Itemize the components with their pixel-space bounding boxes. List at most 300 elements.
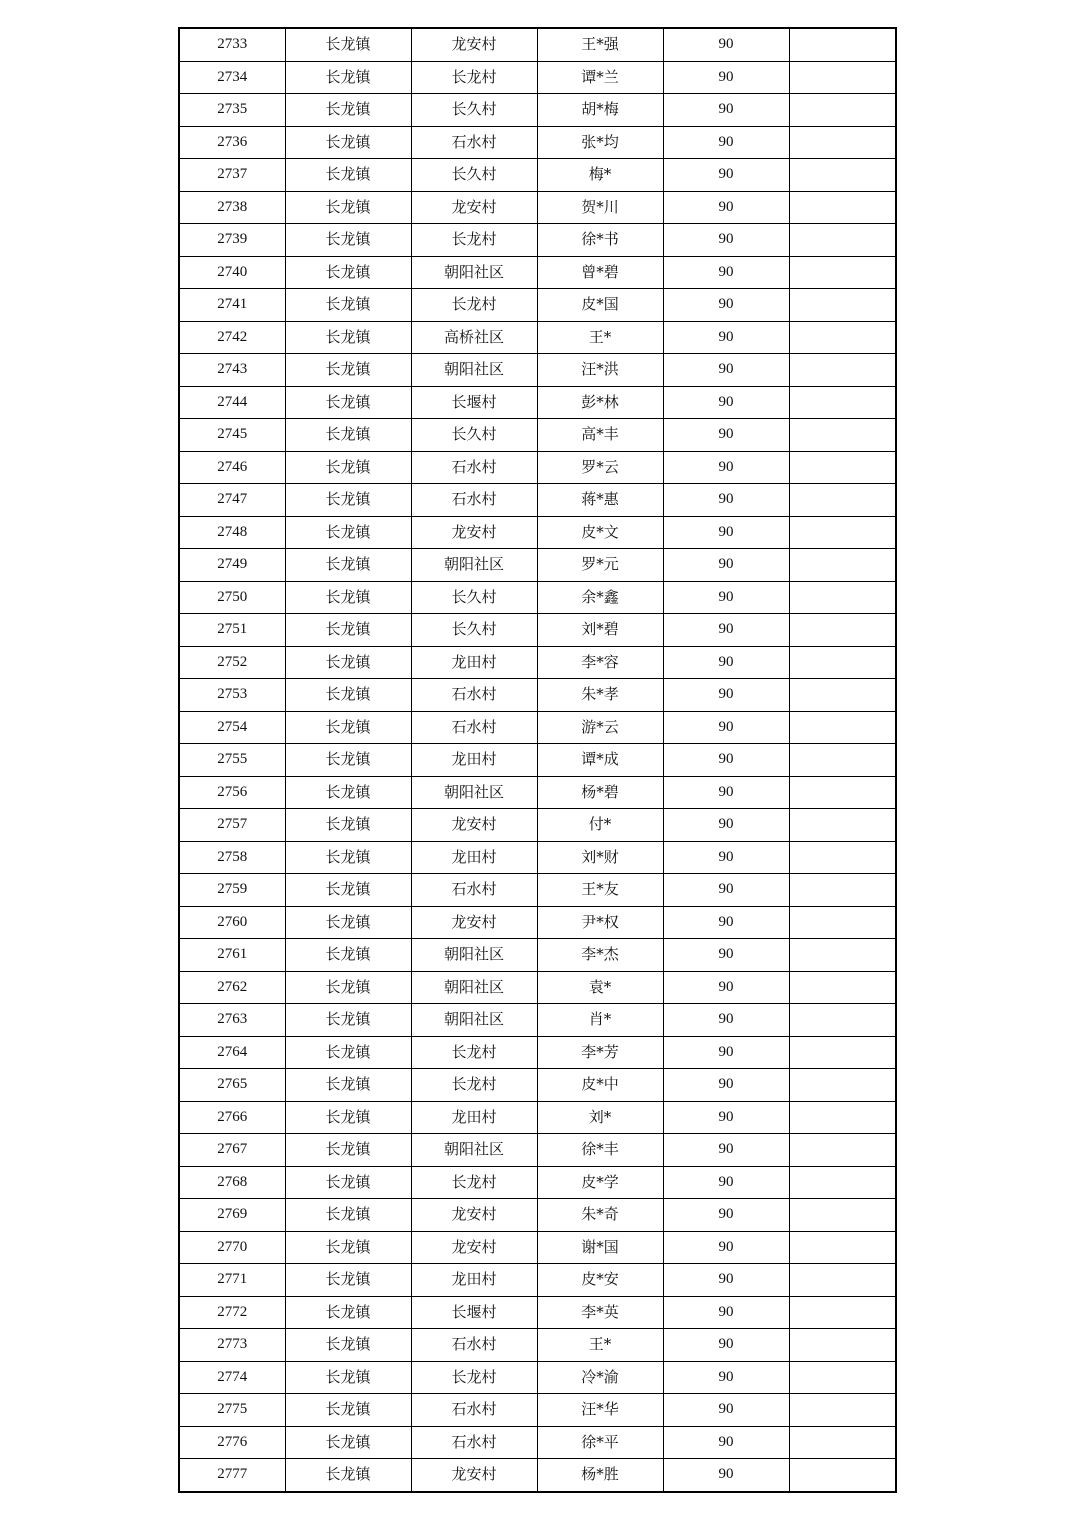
town-cell: 长龙镇 xyxy=(285,549,411,582)
row-number-cell: 2735 xyxy=(179,94,285,127)
person-name-cell: 彭*林 xyxy=(537,386,663,419)
village-cell: 龙安村 xyxy=(411,1459,537,1492)
person-name-cell: 杨*碧 xyxy=(537,776,663,809)
person-name-cell: 高*丰 xyxy=(537,419,663,452)
remark-cell xyxy=(789,1361,896,1394)
village-cell: 龙田村 xyxy=(411,744,537,777)
remark-cell xyxy=(789,126,896,159)
town-cell: 长龙镇 xyxy=(285,1004,411,1037)
table-row xyxy=(179,679,896,712)
table-row xyxy=(179,191,896,224)
town-cell: 长龙镇 xyxy=(285,256,411,289)
score-cell: 90 xyxy=(663,321,789,354)
person-name-cell: 徐*书 xyxy=(537,224,663,257)
town-cell: 长龙镇 xyxy=(285,1134,411,1167)
person-name-cell: 李*容 xyxy=(537,646,663,679)
row-number-cell: 2773 xyxy=(179,1329,285,1362)
remark-cell xyxy=(789,1199,896,1232)
row-number-cell: 2734 xyxy=(179,61,285,94)
remark-cell xyxy=(789,61,896,94)
person-name-cell: 王*强 xyxy=(537,28,663,61)
table-row xyxy=(179,971,896,1004)
village-cell: 龙田村 xyxy=(411,841,537,874)
table-row xyxy=(179,1036,896,1069)
person-name-cell: 曾*碧 xyxy=(537,256,663,289)
table-row xyxy=(179,484,896,517)
row-number-cell: 2743 xyxy=(179,354,285,387)
town-cell: 长龙镇 xyxy=(285,451,411,484)
town-cell: 长龙镇 xyxy=(285,28,411,61)
score-cell: 90 xyxy=(663,906,789,939)
table-row xyxy=(179,1426,896,1459)
score-cell: 90 xyxy=(663,841,789,874)
score-cell: 90 xyxy=(663,776,789,809)
town-cell: 长龙镇 xyxy=(285,1199,411,1232)
remark-cell xyxy=(789,971,896,1004)
table-row xyxy=(179,1231,896,1264)
village-cell: 长龙村 xyxy=(411,224,537,257)
person-name-cell: 谢*国 xyxy=(537,1231,663,1264)
village-cell: 长龙村 xyxy=(411,61,537,94)
table-row xyxy=(179,516,896,549)
person-name-cell: 朱*孝 xyxy=(537,679,663,712)
person-name-cell: 李*芳 xyxy=(537,1036,663,1069)
score-cell: 90 xyxy=(663,386,789,419)
town-cell: 长龙镇 xyxy=(285,289,411,322)
town-cell: 长龙镇 xyxy=(285,61,411,94)
village-cell: 石水村 xyxy=(411,451,537,484)
table-row xyxy=(179,1361,896,1394)
town-cell: 长龙镇 xyxy=(285,1264,411,1297)
village-cell: 高桥社区 xyxy=(411,321,537,354)
remark-cell xyxy=(789,809,896,842)
score-cell: 90 xyxy=(663,61,789,94)
remark-cell xyxy=(789,939,896,972)
village-cell: 朝阳社区 xyxy=(411,776,537,809)
score-cell: 90 xyxy=(663,874,789,907)
remark-cell xyxy=(789,451,896,484)
roster-body xyxy=(179,28,896,1492)
village-cell: 石水村 xyxy=(411,874,537,907)
row-number-cell: 2770 xyxy=(179,1231,285,1264)
person-name-cell: 谭*兰 xyxy=(537,61,663,94)
village-cell: 朝阳社区 xyxy=(411,354,537,387)
row-number-cell: 2742 xyxy=(179,321,285,354)
row-number-cell: 2751 xyxy=(179,614,285,647)
remark-cell xyxy=(789,874,896,907)
row-number-cell: 2733 xyxy=(179,28,285,61)
row-number-cell: 2754 xyxy=(179,711,285,744)
table-row xyxy=(179,1134,896,1167)
town-cell: 长龙镇 xyxy=(285,614,411,647)
village-cell: 石水村 xyxy=(411,1426,537,1459)
row-number-cell: 2756 xyxy=(179,776,285,809)
town-cell: 长龙镇 xyxy=(285,971,411,1004)
town-cell: 长龙镇 xyxy=(285,1361,411,1394)
town-cell: 长龙镇 xyxy=(285,1459,411,1492)
person-name-cell: 刘* xyxy=(537,1101,663,1134)
row-number-cell: 2769 xyxy=(179,1199,285,1232)
town-cell: 长龙镇 xyxy=(285,646,411,679)
town-cell: 长龙镇 xyxy=(285,744,411,777)
remark-cell xyxy=(789,1166,896,1199)
town-cell: 长龙镇 xyxy=(285,1101,411,1134)
person-name-cell: 汪*华 xyxy=(537,1394,663,1427)
remark-cell xyxy=(789,516,896,549)
person-name-cell: 罗*元 xyxy=(537,549,663,582)
person-name-cell: 王*友 xyxy=(537,874,663,907)
table-row xyxy=(179,1459,896,1492)
village-cell: 石水村 xyxy=(411,711,537,744)
table-row xyxy=(179,1166,896,1199)
town-cell: 长龙镇 xyxy=(285,1036,411,1069)
remark-cell xyxy=(789,1004,896,1037)
remark-cell xyxy=(789,289,896,322)
village-cell: 长龙村 xyxy=(411,1166,537,1199)
remark-cell xyxy=(789,1459,896,1492)
score-cell: 90 xyxy=(663,191,789,224)
village-cell: 龙安村 xyxy=(411,1199,537,1232)
remark-cell xyxy=(789,841,896,874)
person-name-cell: 肖* xyxy=(537,1004,663,1037)
score-cell: 90 xyxy=(663,484,789,517)
score-cell: 90 xyxy=(663,1069,789,1102)
row-number-cell: 2738 xyxy=(179,191,285,224)
person-name-cell: 游*云 xyxy=(537,711,663,744)
score-cell: 90 xyxy=(663,289,789,322)
remark-cell xyxy=(789,224,896,257)
village-cell: 长堰村 xyxy=(411,386,537,419)
village-cell: 石水村 xyxy=(411,1394,537,1427)
remark-cell xyxy=(789,321,896,354)
person-name-cell: 刘*财 xyxy=(537,841,663,874)
row-number-cell: 2771 xyxy=(179,1264,285,1297)
row-number-cell: 2776 xyxy=(179,1426,285,1459)
person-name-cell: 罗*云 xyxy=(537,451,663,484)
remark-cell xyxy=(789,419,896,452)
table-row xyxy=(179,776,896,809)
score-cell: 90 xyxy=(663,1459,789,1492)
remark-cell xyxy=(789,28,896,61)
town-cell: 长龙镇 xyxy=(285,711,411,744)
town-cell: 长龙镇 xyxy=(285,94,411,127)
town-cell: 长龙镇 xyxy=(285,386,411,419)
table-row xyxy=(179,289,896,322)
table-row xyxy=(179,1329,896,1362)
remark-cell xyxy=(789,386,896,419)
row-number-cell: 2768 xyxy=(179,1166,285,1199)
score-cell: 90 xyxy=(663,1264,789,1297)
person-name-cell: 谭*成 xyxy=(537,744,663,777)
person-name-cell: 朱*奇 xyxy=(537,1199,663,1232)
person-name-cell: 刘*碧 xyxy=(537,614,663,647)
table-row xyxy=(179,874,896,907)
person-name-cell: 徐*平 xyxy=(537,1426,663,1459)
row-number-cell: 2767 xyxy=(179,1134,285,1167)
score-cell: 90 xyxy=(663,1329,789,1362)
row-number-cell: 2737 xyxy=(179,159,285,192)
table-row xyxy=(179,419,896,452)
village-cell: 长久村 xyxy=(411,94,537,127)
village-cell: 长久村 xyxy=(411,159,537,192)
town-cell: 长龙镇 xyxy=(285,1394,411,1427)
remark-cell xyxy=(789,484,896,517)
score-cell: 90 xyxy=(663,679,789,712)
table-row xyxy=(179,1101,896,1134)
table-row xyxy=(179,94,896,127)
score-cell: 90 xyxy=(663,809,789,842)
person-name-cell: 李*杰 xyxy=(537,939,663,972)
score-cell: 90 xyxy=(663,646,789,679)
row-number-cell: 2758 xyxy=(179,841,285,874)
row-number-cell: 2765 xyxy=(179,1069,285,1102)
table-row xyxy=(179,1296,896,1329)
table-row xyxy=(179,549,896,582)
score-cell: 90 xyxy=(663,1361,789,1394)
town-cell: 长龙镇 xyxy=(285,1296,411,1329)
score-cell: 90 xyxy=(663,1134,789,1167)
remark-cell xyxy=(789,744,896,777)
town-cell: 长龙镇 xyxy=(285,191,411,224)
village-cell: 长龙村 xyxy=(411,1069,537,1102)
town-cell: 长龙镇 xyxy=(285,126,411,159)
row-number-cell: 2739 xyxy=(179,224,285,257)
village-cell: 龙田村 xyxy=(411,646,537,679)
town-cell: 长龙镇 xyxy=(285,1426,411,1459)
village-cell: 龙安村 xyxy=(411,28,537,61)
person-name-cell: 王* xyxy=(537,321,663,354)
village-cell: 石水村 xyxy=(411,1329,537,1362)
table-row xyxy=(179,1004,896,1037)
row-number-cell: 2774 xyxy=(179,1361,285,1394)
town-cell: 长龙镇 xyxy=(285,939,411,972)
town-cell: 长龙镇 xyxy=(285,1231,411,1264)
village-cell: 长龙村 xyxy=(411,289,537,322)
town-cell: 长龙镇 xyxy=(285,679,411,712)
remark-cell xyxy=(789,549,896,582)
score-cell: 90 xyxy=(663,224,789,257)
person-name-cell: 皮*中 xyxy=(537,1069,663,1102)
village-cell: 朝阳社区 xyxy=(411,971,537,1004)
row-number-cell: 2760 xyxy=(179,906,285,939)
person-name-cell: 李*英 xyxy=(537,1296,663,1329)
town-cell: 长龙镇 xyxy=(285,874,411,907)
town-cell: 长龙镇 xyxy=(285,516,411,549)
person-name-cell: 张*均 xyxy=(537,126,663,159)
remark-cell xyxy=(789,776,896,809)
remark-cell xyxy=(789,159,896,192)
row-number-cell: 2755 xyxy=(179,744,285,777)
table-row xyxy=(179,1199,896,1232)
person-name-cell: 皮*国 xyxy=(537,289,663,322)
score-cell: 90 xyxy=(663,256,789,289)
person-name-cell: 皮*学 xyxy=(537,1166,663,1199)
town-cell: 长龙镇 xyxy=(285,776,411,809)
score-cell: 90 xyxy=(663,28,789,61)
table-row xyxy=(179,581,896,614)
row-number-cell: 2757 xyxy=(179,809,285,842)
score-cell: 90 xyxy=(663,451,789,484)
person-name-cell: 尹*权 xyxy=(537,906,663,939)
remark-cell xyxy=(789,1264,896,1297)
row-number-cell: 2752 xyxy=(179,646,285,679)
person-name-cell: 徐*丰 xyxy=(537,1134,663,1167)
person-name-cell: 杨*胜 xyxy=(537,1459,663,1492)
remark-cell xyxy=(789,94,896,127)
village-cell: 龙田村 xyxy=(411,1101,537,1134)
table-row xyxy=(179,906,896,939)
person-name-cell: 余*鑫 xyxy=(537,581,663,614)
remark-cell xyxy=(789,1134,896,1167)
remark-cell xyxy=(789,1296,896,1329)
town-cell: 长龙镇 xyxy=(285,224,411,257)
score-cell: 90 xyxy=(663,1101,789,1134)
table-row xyxy=(179,744,896,777)
row-number-cell: 2736 xyxy=(179,126,285,159)
roster-table xyxy=(178,27,897,1493)
row-number-cell: 2759 xyxy=(179,874,285,907)
remark-cell xyxy=(789,1231,896,1264)
person-name-cell: 王* xyxy=(537,1329,663,1362)
score-cell: 90 xyxy=(663,1004,789,1037)
village-cell: 龙安村 xyxy=(411,191,537,224)
village-cell: 长久村 xyxy=(411,614,537,647)
table-row xyxy=(179,711,896,744)
town-cell: 长龙镇 xyxy=(285,484,411,517)
table-row xyxy=(179,1264,896,1297)
person-name-cell: 皮*安 xyxy=(537,1264,663,1297)
row-number-cell: 2744 xyxy=(179,386,285,419)
village-cell: 长堰村 xyxy=(411,1296,537,1329)
row-number-cell: 2763 xyxy=(179,1004,285,1037)
remark-cell xyxy=(789,1394,896,1427)
village-cell: 长龙村 xyxy=(411,1036,537,1069)
remark-cell xyxy=(789,679,896,712)
village-cell: 石水村 xyxy=(411,484,537,517)
remark-cell xyxy=(789,1069,896,1102)
remark-cell xyxy=(789,1101,896,1134)
table-row xyxy=(179,451,896,484)
town-cell: 长龙镇 xyxy=(285,581,411,614)
remark-cell xyxy=(789,646,896,679)
score-cell: 90 xyxy=(663,549,789,582)
person-name-cell: 冷*渝 xyxy=(537,1361,663,1394)
table-row xyxy=(179,61,896,94)
town-cell: 长龙镇 xyxy=(285,1069,411,1102)
table-row xyxy=(179,321,896,354)
table-row xyxy=(179,256,896,289)
score-cell: 90 xyxy=(663,939,789,972)
score-cell: 90 xyxy=(663,1296,789,1329)
remark-cell xyxy=(789,256,896,289)
town-cell: 长龙镇 xyxy=(285,419,411,452)
remark-cell xyxy=(789,614,896,647)
table-row xyxy=(179,159,896,192)
row-number-cell: 2772 xyxy=(179,1296,285,1329)
town-cell: 长龙镇 xyxy=(285,906,411,939)
person-name-cell: 皮*文 xyxy=(537,516,663,549)
table-row xyxy=(179,614,896,647)
score-cell: 90 xyxy=(663,94,789,127)
village-cell: 朝阳社区 xyxy=(411,1134,537,1167)
village-cell: 石水村 xyxy=(411,679,537,712)
score-cell: 90 xyxy=(663,159,789,192)
person-name-cell: 贺*川 xyxy=(537,191,663,224)
score-cell: 90 xyxy=(663,614,789,647)
score-cell: 90 xyxy=(663,744,789,777)
person-name-cell: 胡*梅 xyxy=(537,94,663,127)
person-name-cell: 梅* xyxy=(537,159,663,192)
row-number-cell: 2741 xyxy=(179,289,285,322)
row-number-cell: 2749 xyxy=(179,549,285,582)
village-cell: 石水村 xyxy=(411,126,537,159)
row-number-cell: 2745 xyxy=(179,419,285,452)
remark-cell xyxy=(789,906,896,939)
town-cell: 长龙镇 xyxy=(285,841,411,874)
remark-cell xyxy=(789,1426,896,1459)
row-number-cell: 2762 xyxy=(179,971,285,1004)
town-cell: 长龙镇 xyxy=(285,321,411,354)
table-row xyxy=(179,224,896,257)
score-cell: 90 xyxy=(663,1231,789,1264)
table-row xyxy=(179,28,896,61)
village-cell: 龙安村 xyxy=(411,906,537,939)
row-number-cell: 2747 xyxy=(179,484,285,517)
score-cell: 90 xyxy=(663,1036,789,1069)
town-cell: 长龙镇 xyxy=(285,809,411,842)
village-cell: 长久村 xyxy=(411,581,537,614)
remark-cell xyxy=(789,711,896,744)
table-row xyxy=(179,809,896,842)
remark-cell xyxy=(789,1036,896,1069)
table-row xyxy=(179,126,896,159)
village-cell: 龙安村 xyxy=(411,516,537,549)
score-cell: 90 xyxy=(663,1166,789,1199)
score-cell: 90 xyxy=(663,1394,789,1427)
town-cell: 长龙镇 xyxy=(285,159,411,192)
village-cell: 朝阳社区 xyxy=(411,939,537,972)
village-cell: 龙安村 xyxy=(411,1231,537,1264)
table-row xyxy=(179,354,896,387)
table-row xyxy=(179,1069,896,1102)
town-cell: 长龙镇 xyxy=(285,1166,411,1199)
village-cell: 龙田村 xyxy=(411,1264,537,1297)
village-cell: 龙安村 xyxy=(411,809,537,842)
row-number-cell: 2777 xyxy=(179,1459,285,1492)
town-cell: 长龙镇 xyxy=(285,1329,411,1362)
row-number-cell: 2746 xyxy=(179,451,285,484)
table-row xyxy=(179,939,896,972)
score-cell: 90 xyxy=(663,971,789,1004)
row-number-cell: 2750 xyxy=(179,581,285,614)
score-cell: 90 xyxy=(663,516,789,549)
row-number-cell: 2740 xyxy=(179,256,285,289)
row-number-cell: 2764 xyxy=(179,1036,285,1069)
village-cell: 长久村 xyxy=(411,419,537,452)
row-number-cell: 2748 xyxy=(179,516,285,549)
row-number-cell: 2775 xyxy=(179,1394,285,1427)
table-row xyxy=(179,386,896,419)
village-cell: 朝阳社区 xyxy=(411,549,537,582)
remark-cell xyxy=(789,581,896,614)
score-cell: 90 xyxy=(663,711,789,744)
score-cell: 90 xyxy=(663,354,789,387)
village-cell: 朝阳社区 xyxy=(411,1004,537,1037)
person-name-cell: 付* xyxy=(537,809,663,842)
person-name-cell: 袁* xyxy=(537,971,663,1004)
table-row xyxy=(179,646,896,679)
village-cell: 朝阳社区 xyxy=(411,256,537,289)
